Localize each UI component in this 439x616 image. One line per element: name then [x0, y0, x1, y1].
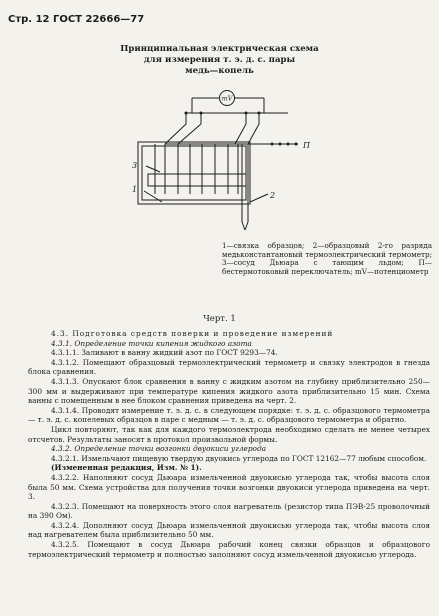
- meter-label: mV: [221, 94, 233, 103]
- reference-block: [148, 174, 246, 186]
- paragraph: 4.3.1.4. Проводят измерение т. э. д. с. в следующем порядке: т. э. д. с. образцового термометра — т. э. д. с. копелевых образцов в паре с медным — т. э. д. с. образцового термометра и обратно.: [28, 405, 430, 425]
- paragraph: 4.3.2.1. Измельчают пищевую твердую двуокись углерода по ГОСТ 12162—77 любым способом.: [51, 453, 427, 463]
- paragraph: 4.3.1.3. Опускают блок сравнения в ванну с жидким азотом на глубину приблизительно 250—300 мм и выдерживают при температуре кипения жидкого азота приблизительно 15 мин. Схема ванны с помещенным в нее блоком сравнения приведена на черт. 2.: [28, 376, 430, 406]
- label-3: 3: [132, 161, 138, 170]
- label-switch: П: [303, 141, 310, 150]
- label-1: 1: [132, 185, 138, 194]
- paragraph: 4.3.2.3. Помещают на поверхность этого слоя нагреватель (резистор типа ПЭВ-25 проволочный на 390 Ом).: [28, 501, 430, 521]
- diagram-title-line-2: для измерения т. э. д. с. пары: [143, 55, 296, 65]
- page-header: Стр. 12 ГОСТ 22666—77: [8, 14, 145, 25]
- label-2: 2: [270, 191, 276, 200]
- diagram-title-line-1: Принципиальная электрическая схема: [120, 44, 319, 54]
- figure-label: Черт. 1: [203, 314, 236, 324]
- paragraph: 4.3.2.5. Помещают в сосуд Дьюара рабочий конец связки образцов и образцового термоэлектрический термометр и полностью заполняют сосуд измельченной двуокисью углерода.: [28, 540, 430, 559]
- diagram-caption: 1—связка образцов; 2—образцовый 2-го разряда медьконстантановый термоэлектрический термометр; 3—сосуд Дьюара с тающим льдом; П—бестермотоковый переключатель; mV—потенциометр: [222, 241, 432, 276]
- circuit-diagram: [120, 84, 320, 234]
- paragraph: 4.3.1.1. Заливают в ванну жидкий азот по ГОСТ 9293—74.: [51, 348, 278, 358]
- amendment-note: (Измененная редакция, Изм. № 1).: [51, 463, 202, 473]
- paragraph: 4.3.2.2. Наполняют сосуд Дьюара измельченной двуокисью углерода так, чтобы высота слоя была 50 мм. Схема устройства для получения точки возгонки двуокиси углерода приведена на черт. 3.: [28, 472, 430, 502]
- paragraph: 4.3.1.2. Помещают образцовый термоэлектрический термометр и связку электродов в гнезда блока сравнения.: [28, 357, 430, 377]
- paragraph: Цикл повторяют, так как для каждого термоэлектрода необходимо сделать не менее четырех отсчетов. Результаты заносят в протокол произвольной формы.: [28, 424, 430, 444]
- diagram-title-line-3: медь—копель: [185, 66, 254, 76]
- subsection-heading-co2: 4.3.2. Определение точки возгонки двуокиси углерода: [51, 444, 266, 454]
- subsection-heading-azot: 4.3.1. Определение точки кипения жидкого азота: [51, 338, 252, 348]
- body-text: [28, 329, 430, 559]
- paragraph: 4.3.2.4. Дополняют сосуд Дьюара измельченной двуокисью углерода так, чтобы высота слоя над нагревателем была приблизительно 50 мм.: [28, 520, 430, 540]
- section-heading: 4.3. Подготовка средств поверки и проведение измерений: [51, 329, 334, 338]
